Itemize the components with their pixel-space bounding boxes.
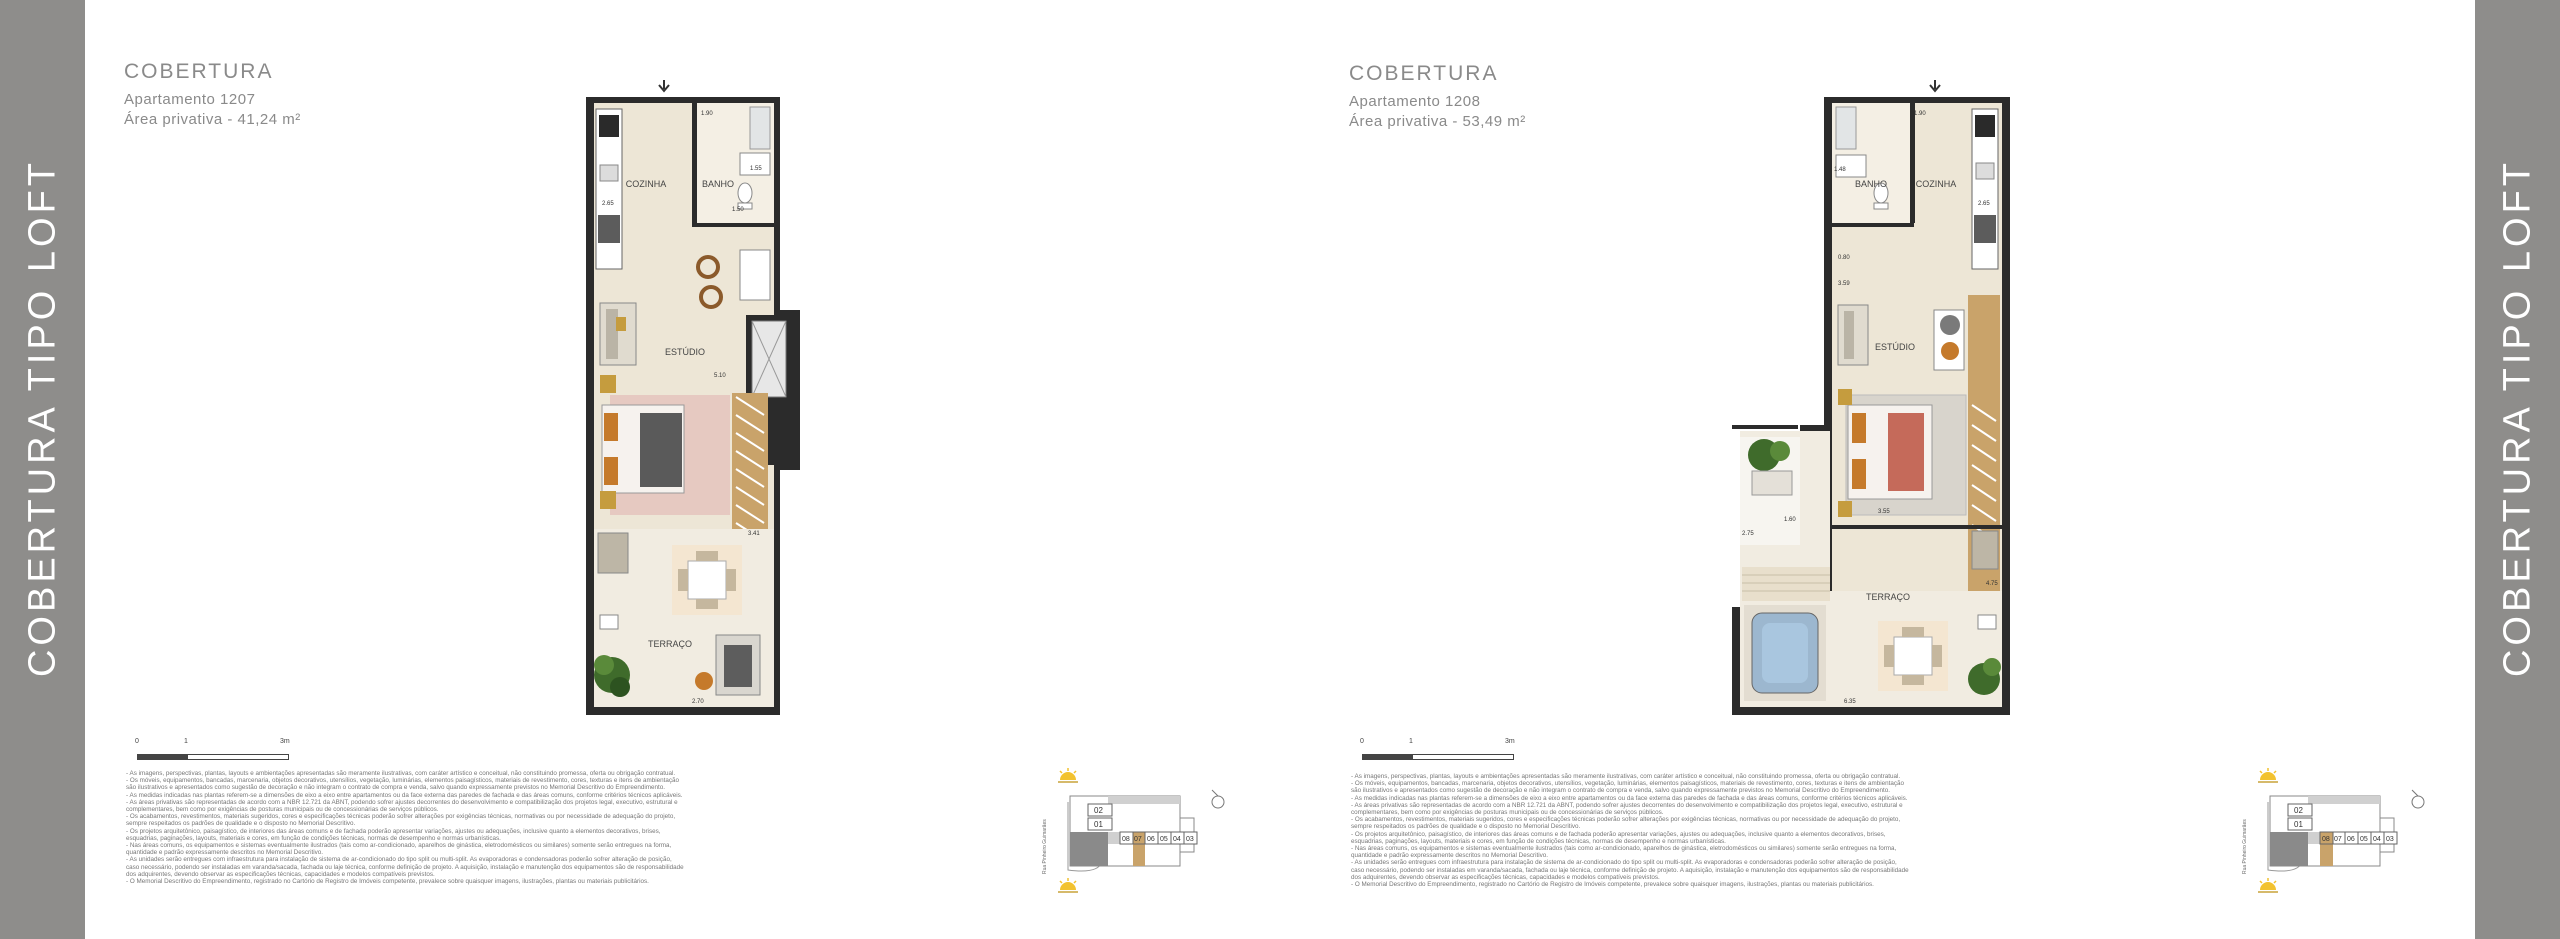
unit-number: 06 — [1147, 836, 1155, 843]
note-line: dos adquirentes, devendo observar as especificações técnicas, capacidades e modelos compatíveis previstos. — [126, 870, 435, 878]
street-label: Rua Pinheiro Guimarães — [1042, 819, 1048, 874]
north-compass-icon — [2412, 790, 2424, 808]
north-compass-icon — [1212, 790, 1224, 808]
note-line: - As imagens, perspectivas, plantas, layouts e ambientações apresentadas são meramente ilustrativas, com caráter artístico e conceitual, não constituindo promessa, oferta ou obrigação contratual. — [126, 770, 676, 777]
note-line: quantidade e padrão expressamente descritos no Memorial Descritivo. — [1351, 852, 1549, 860]
dim-label: 5.10 — [714, 373, 726, 379]
room-label-kitchen: COZINHA — [1915, 179, 1957, 189]
unit-number: 01 — [1094, 820, 1103, 829]
note-line: - As áreas privativas são representadas de acordo com a NBR 12.721 da ABNT, podendo sofrer ajustes decorrentes do desenvolvimento e compatibilização dos projetos legal, executivo, estrutural e — [1351, 801, 1903, 809]
scale-label: 1 — [184, 738, 188, 745]
street-label: Rua Pinheiro Guimarães — [2242, 819, 2248, 874]
scale-bar-right — [1360, 738, 1522, 760]
note-line: - O Memorial Descritivo do Empreendimento, registrado no Cartório de Registro de Imóveis competente, prevalece sobre quaisquer imagens, ilustrações, plantas ou materiais publicitários. — [126, 878, 649, 886]
note-line: - Os acabamentos, revestimentos, materiais sugeridos, cores e especificações técnicas poderão sofrer alterações por exigências técnicas, normativas ou por necessidade de adequação do projeto, — [1351, 816, 1901, 824]
note-line: complementares, bem como por exigências de posturas municipais ou de concessionárias de serviços públicos. — [126, 806, 439, 814]
floor-plan-1207 — [580, 75, 800, 720]
note-line: quantidade e padrão expressamente descritos no Memorial Descritivo. — [126, 849, 324, 857]
room-label-studio: ESTÚDIO — [1874, 342, 1916, 352]
entrance-arrow-icon — [659, 80, 669, 91]
scale-label: 0 — [135, 738, 139, 745]
scale-label: 3m — [280, 738, 290, 745]
dim-label: 0.80 — [1838, 255, 1850, 261]
room-label-kitchen: COZINHA — [625, 179, 667, 189]
key-plan-1208 — [2238, 762, 2438, 902]
note-line: esquadrias, paginações, layouts, materiais e cores, em função de condições técnicas, normas de desempenho e normas urbanísticas. — [1351, 837, 1726, 845]
sun-icon — [1058, 768, 1078, 782]
unit-number: 01 — [2294, 820, 2303, 829]
note-line: dos adquirentes, devendo observar as especificações técnicas, capacidades e modelos compatíveis previstos. — [1351, 873, 1660, 881]
unit-number: 08 — [2322, 836, 2330, 843]
dim-label: 1.90 — [1914, 111, 1926, 117]
unit-number: 07 — [2334, 836, 2342, 843]
apartment-number: Apartamento 1207 — [124, 91, 256, 108]
note-line: complementares, bem como por exigências de posturas municipais ou de concessionárias de serviços públicos. — [1351, 809, 1664, 817]
note-line: - Os projetos arquitetônico, paisagístico, de interiores das áreas comuns e de fachada poderão apresentar variações, ajustes ou adequações, inclusive quanto a elementos decorativos, brises, — [126, 827, 661, 835]
unit-title: COBERTURA — [1349, 62, 1499, 85]
unit-number: 05 — [1160, 836, 1168, 843]
dim-label: 3.55 — [1878, 509, 1890, 515]
sun-icon — [1058, 878, 1078, 892]
left-sidebar — [0, 0, 85, 939]
note-line: - As imagens, perspectivas, plantas, layouts e ambientações apresentadas são meramente ilustrativas, com caráter artístico e conceitual, não constituindo promessa, oferta ou obrigação contratual. — [1351, 773, 1901, 780]
dim-label: 1.55 — [750, 166, 762, 172]
note-line: - As unidades serão entregues com infraestrutura para instalação de sistema de ar-condicionado do tipo split ou multi-split. As evaporadoras e condensadoras poderão sofrer alteração de posição, — [1351, 859, 1897, 867]
sidebar-title-right: COBERTURA TIPO LOFT — [2496, 158, 2538, 677]
dim-label: 3.41 — [748, 531, 760, 537]
dim-label: 1.48 — [1834, 167, 1846, 173]
apartment-number: Apartamento 1208 — [1349, 93, 1481, 110]
note-line: - Os móveis, equipamentos, bancadas, marcenaria, objetos decorativos, utensílios, vegetação, luminárias, elementos paisagísticos, materiais de revestimento, cores, texturas e itens de ambientação — [126, 777, 680, 785]
note-line: - Nas áreas comuns, os equipamentos e sistemas eventualmente ilustrados (tais como ar-condicionado, aparelhos de ginástica, eletrodomésticos ou similares) somente serão entregues na forma, — [126, 842, 672, 850]
private-area: Área privativa - 41,24 m² — [124, 111, 301, 128]
note-line: - As medidas indicadas nas plantas referem-se a dimensões de eixo a eixo entre apartamentos ou da face externa das paredes de fachada e das áreas comuns, conforme critérios técnicos aplicáveis. — [126, 791, 683, 799]
dim-label: 2.70 — [692, 699, 704, 705]
unit-number: 04 — [1173, 836, 1181, 843]
key-plan-1207 — [1038, 762, 1238, 902]
scale-label: 3m — [1505, 738, 1515, 745]
note-line: caso necessário, podendo ser instaladas em varanda/sacada, fachada ou laje técnica, conforme definição de projeto. A aquisição, instalação e manutenção dos equipamentos são de responsabilidade — [1351, 866, 1909, 874]
private-area: Área privativa - 53,49 m² — [1349, 113, 1526, 130]
dim-label: 2.65 — [1978, 201, 1990, 207]
dim-label: 4.75 — [1986, 581, 1998, 587]
unit-number: 02 — [2294, 806, 2303, 815]
note-line: - Os acabamentos, revestimentos, materiais sugeridos, cores e especificações técnicas poderão sofrer alterações por exigências técnicas, normativas ou por necessidade de adequação do projeto, — [126, 813, 676, 821]
right-sidebar — [2475, 0, 2560, 939]
unit-1208-heading — [1349, 62, 1526, 132]
unit-number: 05 — [2360, 836, 2368, 843]
scale-bar-left — [135, 738, 297, 760]
room-label-terrace: TERRAÇO — [1865, 592, 1911, 602]
floor-plan-1208 — [1728, 75, 2018, 720]
dim-label: 2.65 — [602, 201, 614, 207]
note-line: - O Memorial Descritivo do Empreendimento, registrado no Cartório de Registro de Imóveis competente, prevalece sobre quaisquer imagens, ilustrações, plantas ou materiais publicitários. — [1351, 881, 1874, 889]
note-line: - As unidades serão entregues com infraestrutura para instalação de sistema de ar-condicionado do tipo split ou multi-split. As evaporadoras e condensadoras poderão sofrer alteração de posição, — [126, 856, 672, 864]
note-line: são ilustrativos e apresentados como sugestão de decoração e não integram o contrato de compra e venda, salvo quando expressamente previstos no Memorial Descritivo do Empreendimento. — [126, 784, 666, 792]
room-label-terrace: TERRAÇO — [647, 639, 693, 649]
dim-label: 2.75 — [1742, 531, 1754, 537]
unit-title: COBERTURA — [124, 60, 274, 83]
room-label-studio: ESTÚDIO — [664, 347, 706, 357]
note-line: - Os móveis, equipamentos, bancadas, marcenaria, objetos decorativos, utensílios, vegetação, luminárias, elementos paisagísticos, materiais de revestimento, cores, texturas e itens de ambientação — [1351, 780, 1905, 788]
note-line: - Nas áreas comuns, os equipamentos e sistemas eventualmente ilustrados (tais como ar-condicionado, aparelhos de ginástica, eletrodomésticos ou similares) somente serão entregues na forma, — [1351, 845, 1897, 853]
unit-number: 08 — [1122, 836, 1130, 843]
entrance-arrow-icon — [1930, 80, 1940, 91]
scale-label: 1 — [1409, 738, 1413, 745]
room-label-bath: BANHO — [1854, 179, 1888, 189]
dim-label: 1.60 — [1784, 517, 1796, 523]
unit-1207-heading — [124, 60, 301, 130]
dim-label: 6.35 — [1844, 699, 1856, 705]
sun-icon — [2258, 768, 2278, 782]
unit-number: 02 — [1094, 806, 1103, 815]
dim-label: 1.50 — [732, 207, 744, 213]
note-line: sempre respeitados os padrões de qualidade e o disposto no Memorial Descritivo. — [1351, 823, 1581, 831]
sun-icon — [2258, 878, 2278, 892]
note-line: - As medidas indicadas nas plantas referem-se a dimensões de eixo a eixo entre apartamentos ou da face externa das paredes de fachada e das áreas comuns, conforme critérios técnicos aplicáveis. — [1351, 794, 1908, 802]
note-line: caso necessário, podendo ser instaladas em varanda/sacada, fachada ou laje técnica, conforme definição de projeto. A aquisição, instalação e manutenção dos equipamentos são de responsabilidade — [126, 863, 684, 871]
unit-number: 04 — [2373, 836, 2381, 843]
disclaimer-notes-left — [126, 770, 711, 885]
scale-label: 0 — [1360, 738, 1364, 745]
unit-number: 03 — [2386, 836, 2394, 843]
dim-label: 1.90 — [701, 111, 713, 117]
note-line: são ilustrativos e apresentados como sugestão de decoração e não integram o contrato de compra e venda, salvo quando expressamente previstos no Memorial Descritivo do Empreendimento. — [1351, 787, 1891, 795]
unit-number: 06 — [2347, 836, 2355, 843]
room-label-bath: BANHO — [701, 179, 735, 189]
dim-label: 3.59 — [1838, 281, 1850, 287]
disclaimer-notes-right — [1351, 773, 1936, 888]
note-line: - As áreas privativas são representadas de acordo com a NBR 12.721 da ABNT, podendo sofrer ajustes decorrentes do desenvolvimento e compatibilização dos projetos legal, executivo, estrutural e — [126, 798, 678, 806]
unit-number: 07 — [1134, 836, 1142, 843]
note-line: esquadrias, paginações, layouts, materiais e cores, em função de condições técnicas, normas de desempenho e normas urbanísticas. — [126, 834, 501, 842]
unit-number: 03 — [1186, 836, 1194, 843]
note-line: - Os projetos arquitetônico, paisagístico, de interiores das áreas comuns e de fachada poderão apresentar variações, ajustes ou adequações, inclusive quanto a elementos decorativos, brises, — [1351, 830, 1886, 838]
sidebar-title-left: COBERTURA TIPO LOFT — [21, 158, 63, 677]
note-line: sempre respeitados os padrões de qualidade e o disposto no Memorial Descritivo. — [126, 820, 356, 828]
